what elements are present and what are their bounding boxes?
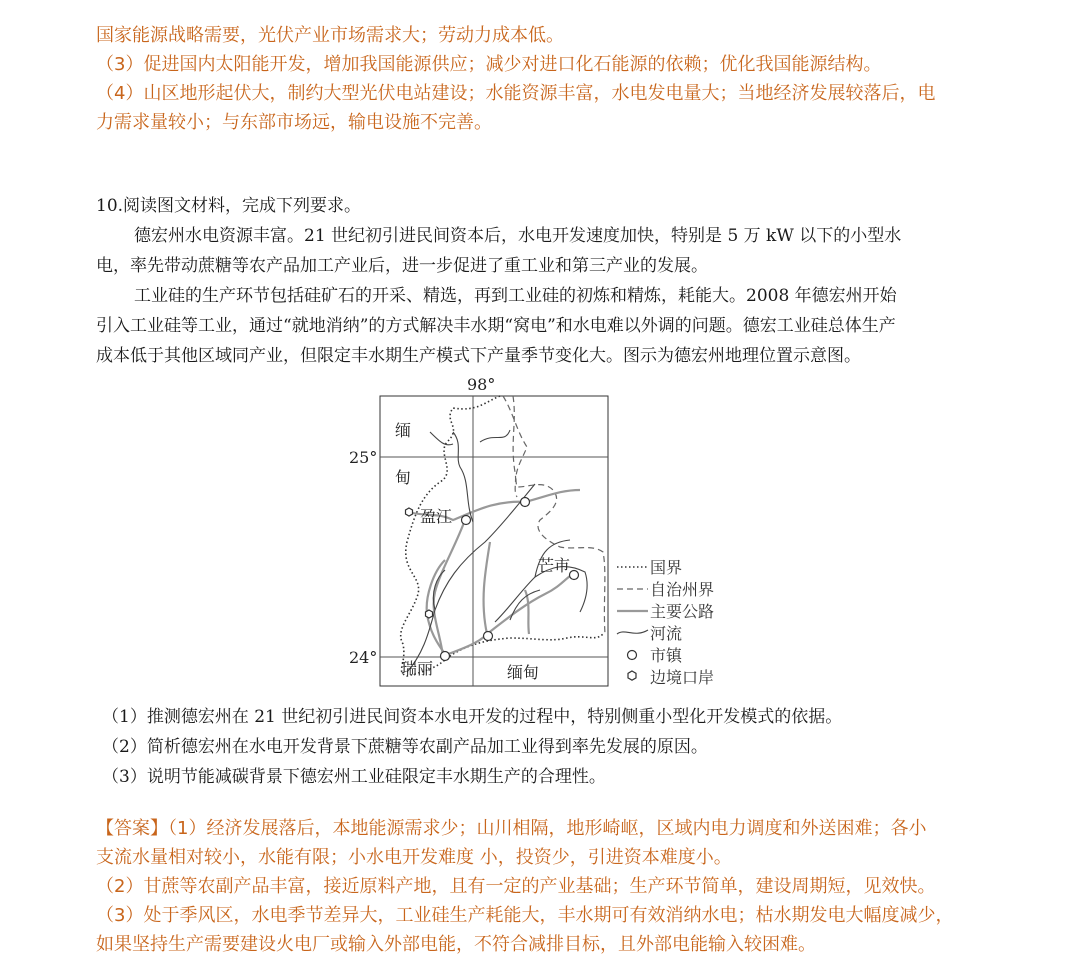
map-svg [345, 372, 745, 692]
paragraph-line: 德宏州水电资源丰富。21 世纪初引进民间资本后，水电开发速度加快，特别是 5 万 kW 以下的小型水 [134, 226, 902, 246]
label-myanmar-1: 缅 [395, 421, 412, 440]
road [434, 520, 465, 656]
legend-port-icon [628, 671, 636, 680]
river [430, 432, 453, 445]
map-frame [380, 396, 608, 686]
subquestion: （1）推测德宏州在 21 世纪初引进民间资本水电开发的过程中，特别侧重小型化开发模式的依据。 [102, 707, 843, 727]
answer-label: 【答案】 [96, 818, 168, 839]
national-border [401, 396, 603, 676]
label-yingjiang: 盈江 [420, 507, 453, 526]
label-myanmar-bottom: 缅甸 [507, 663, 540, 682]
paragraph-line: 工业硅的生产环节包括硅矿石的开采、精选，再到工业硅的初炼和精炼，耗能大。2008 年德宏州开始 [134, 286, 897, 306]
label-myanmar-2: 甸 [395, 468, 412, 487]
subquestions-block [96, 702, 996, 792]
paragraph-line: 引入工业硅等工业，通过“就地消纳”的方式解决丰水期“窝电”和水电难以外调的问题。德宏工业硅总体生产 [96, 316, 896, 336]
prev-answer-line: 国家能源战略需要，光伏产业市场需求大；劳动力成本低。 [96, 25, 564, 46]
latitude-label-25: 25° [349, 448, 378, 467]
prev-answer-block [96, 21, 996, 137]
dehong-location-map [345, 372, 745, 692]
town-mangshi [570, 571, 579, 580]
legend-river: 河流 [650, 624, 683, 643]
legend-road: 主要公路 [650, 602, 715, 621]
question-title: 10.阅读图文材料，完成下列要求。 [96, 196, 362, 216]
legend-town: 市镇 [650, 646, 683, 665]
map-legend [617, 558, 714, 687]
legend-port: 边境口岸 [650, 668, 715, 687]
answer-line [96, 814, 996, 843]
question-block [96, 191, 996, 371]
latitude-label-24: 24° [349, 648, 378, 667]
town-ruili [441, 652, 450, 661]
answer-line: （2）甘蔗等农副产品丰富，接近原料产地，且有一定的产业基础；生产环节简单，建设周期短，见效快。 [96, 876, 936, 897]
prev-answer-line: （3）促进国内太阳能开发，增加我国能源供应；减少对进口化石能源的依赖；优化我国能源结构。 [96, 54, 882, 75]
road [484, 542, 490, 634]
answer-line: 如果坚持生产需要建设火电厂或输入外部电能，不符合减排目标，且外部电能输入较困难。 [96, 934, 816, 955]
legend-border: 国界 [650, 558, 683, 577]
answer-text: （1）经济发展落后，本地能源需求少；山川相隔，地形崎岖，区域内电力调度和外送困难；各小 [168, 818, 927, 839]
legend-river-swatch [617, 630, 648, 634]
label-ruili: 瑞丽 [401, 659, 434, 678]
river [480, 430, 510, 442]
port-icon [426, 610, 433, 618]
longitude-label: 98° [467, 375, 496, 394]
prefecture-border [503, 396, 605, 634]
answer-line: 支流水量相对较小，水能有限；小水电开发难度 小，投资少，引进资本难度小。 [96, 847, 732, 868]
legend-town-icon [628, 651, 637, 660]
legend-prefecture: 自治州界 [650, 580, 715, 599]
town-yingjiang [462, 516, 471, 525]
road [443, 574, 573, 656]
port-icon [406, 508, 413, 516]
town-marker [484, 632, 493, 641]
prev-answer-line: （4）山区地形起伏大，制约大型光伏电站建设；水能资源丰富，水电发电量大；当地经济发展较落后，电 [96, 83, 936, 104]
answer-block [96, 814, 996, 959]
paragraph-line: 电，率先带动蔗糖等农产品加工产业后，进一步促进了重工业和第三产业的发展。 [96, 256, 708, 276]
paragraph-line: 成本低于其他区域同产业，但限定丰水期生产模式下产量季节变化大。图示为德宏州地理位置示意图。 [96, 346, 861, 366]
subquestion: （2）简析德宏州在水电开发背景下蔗糖等农副产品加工业得到率先发展的原因。 [102, 737, 708, 757]
prev-answer-line: 力需求量较小；与东部市场远，输电设施不完善。 [96, 112, 492, 133]
subquestion: （3）说明节能减碳背景下德宏州工业硅限定丰水期生产的合理性。 [102, 767, 606, 787]
river [453, 432, 473, 522]
label-mangshi: 芒市 [538, 556, 571, 575]
town-marker [521, 498, 530, 507]
answer-line: （3）处于季风区，水电季节差异大，工业硅生产耗能大，丰水期可有效消纳水电；枯水期发电大幅度减少， [96, 905, 954, 926]
